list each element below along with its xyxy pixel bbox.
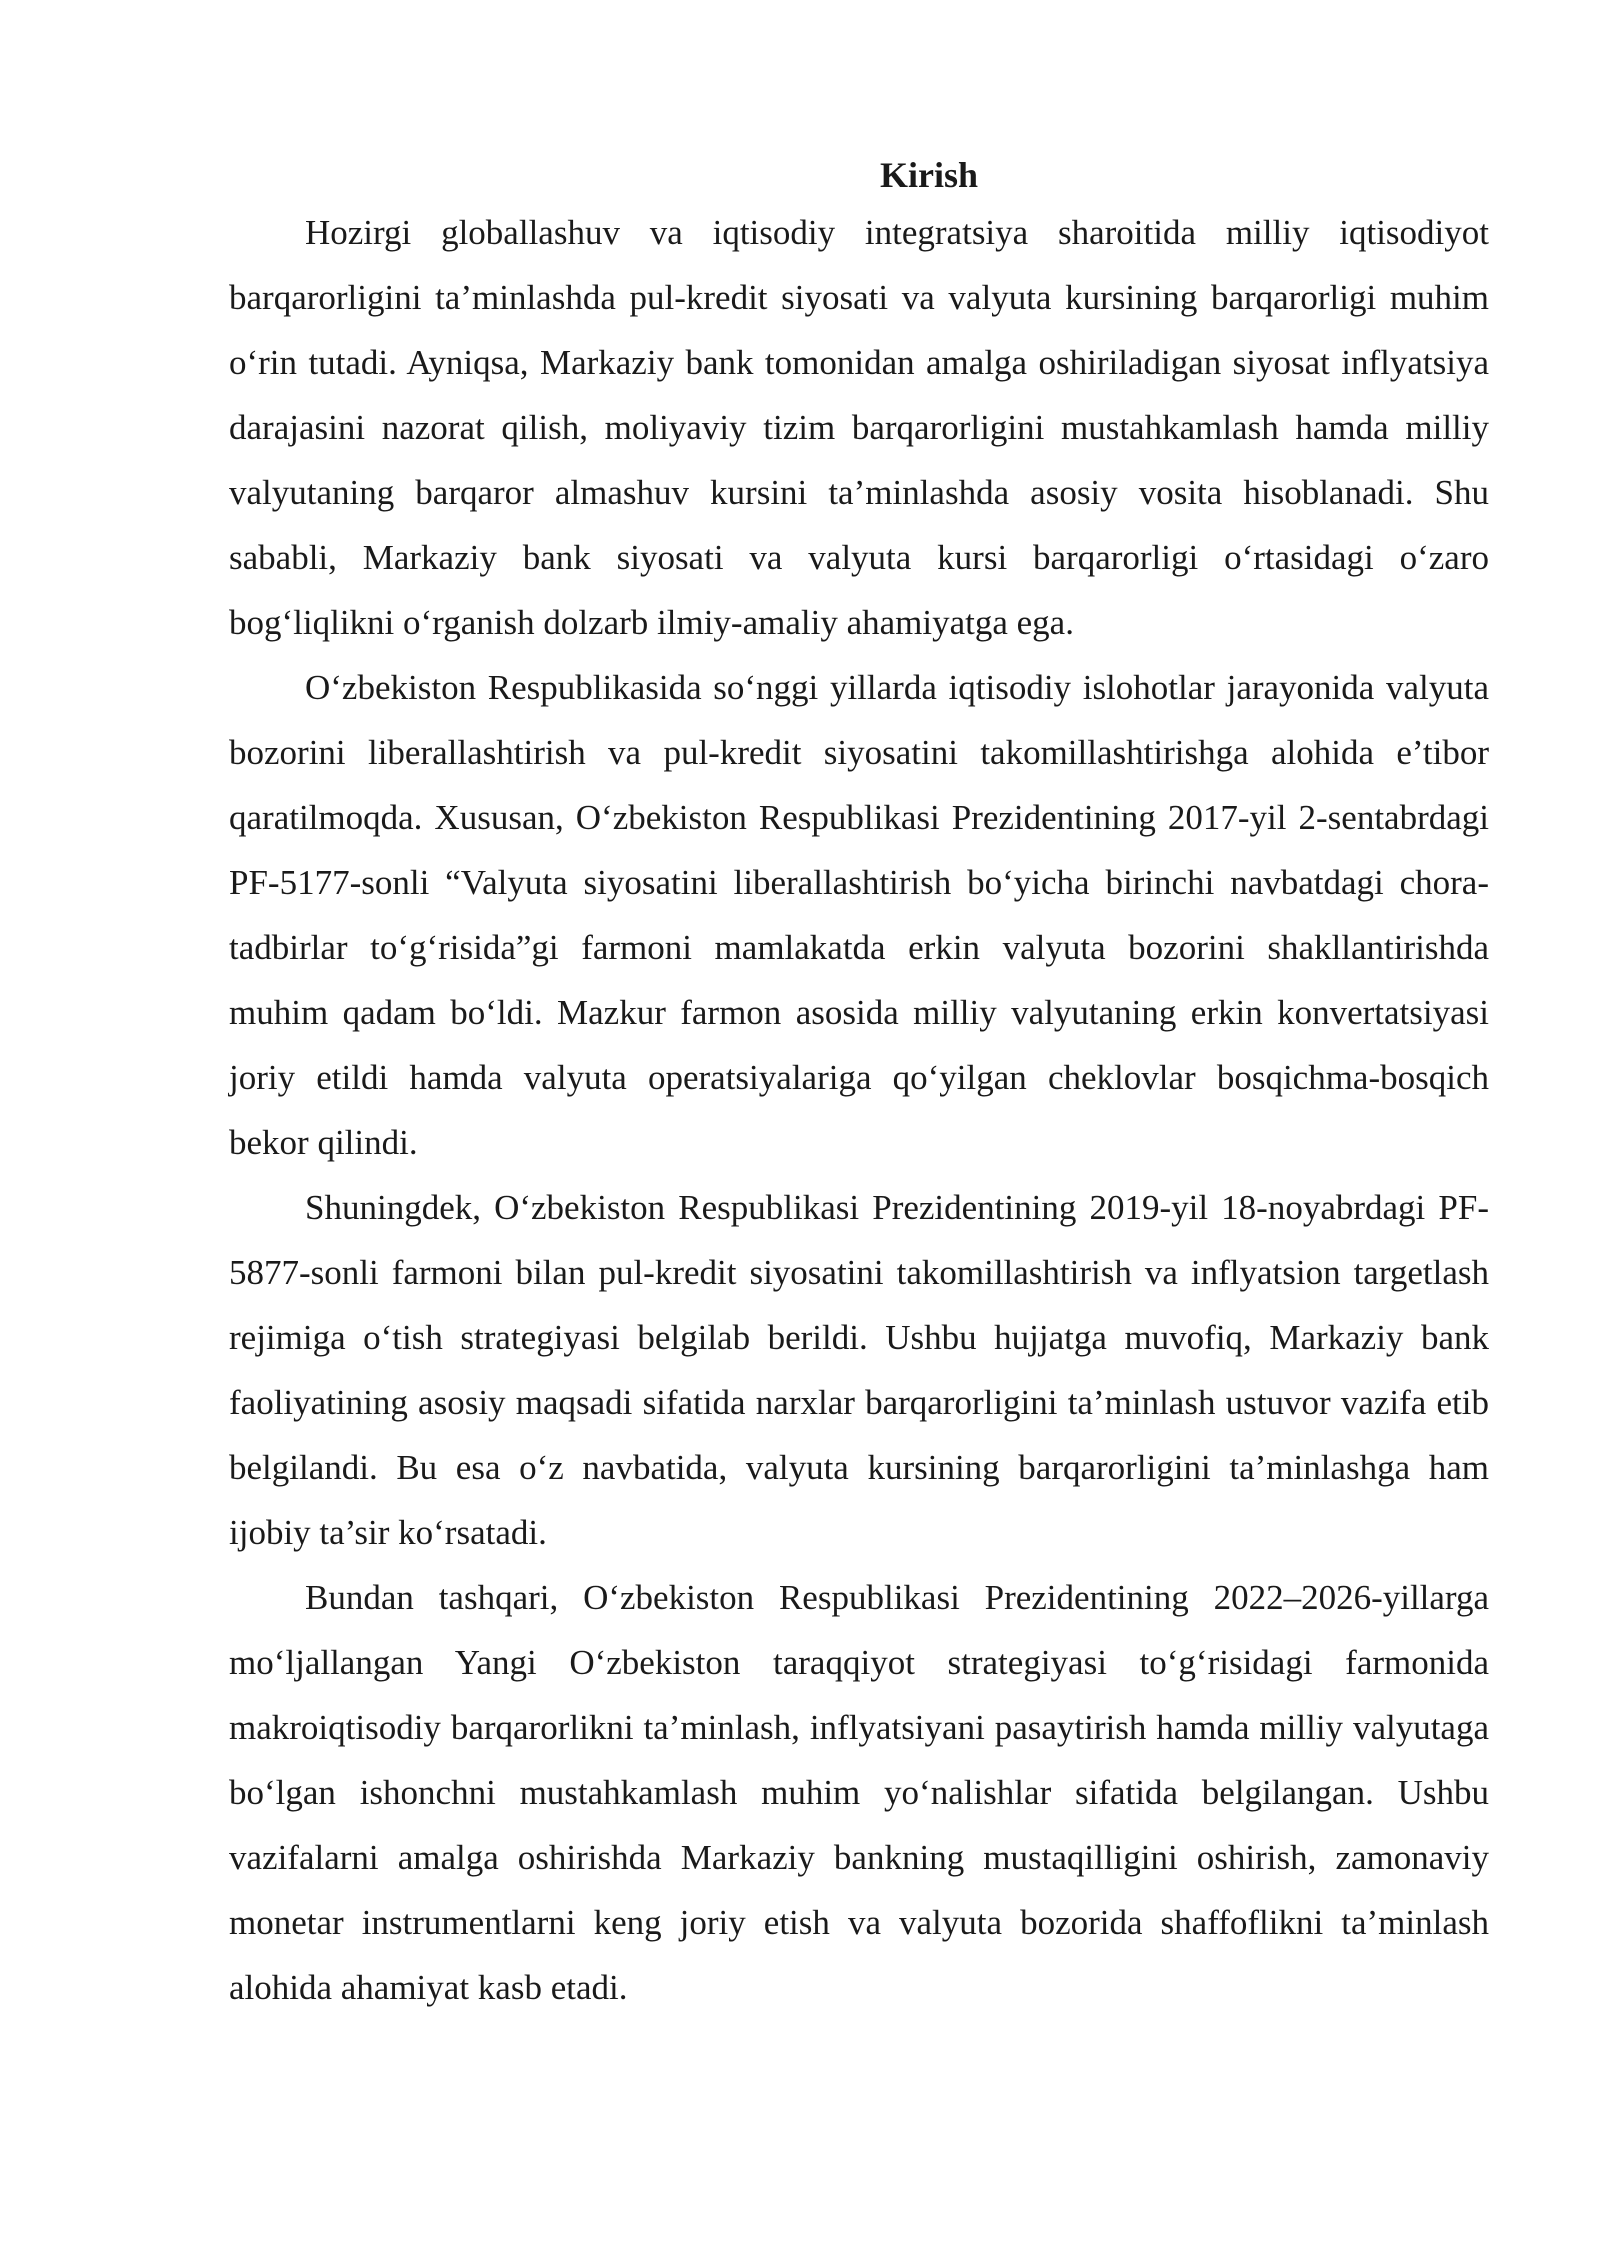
paragraph-2: O‘zbekiston Respublikasida so‘nggi yillarda iqtisodiy islohotlar jarayonida valyuta bozorini liberallashtirish va pul-kredit siyosatini takomillashtirishga alohida e’tibor qaratilmoqda. Xususan, O‘zbekiston Respublikasi Prezidentining 2017-yil 2-sentabrdagi PF-5177-sonli “Valyuta siyosatini liberallashtirish bo‘yicha birinchi navbatdagi chora-tadbirlar to‘g‘risida”gi farmoni mamlakatda erkin valyuta bozorini shakllantirishda muhim qadam bo‘ldi. Mazkur farmon asosida milliy valyutaning erkin konvertatsiyasi joriy etildi hamda valyuta operatsiyalariga qo‘yilgan cheklovlar bosqichma-bosqich bekor qilindi.	[229, 668, 1489, 1162]
paragraph-1: Hozirgi globallashuv va iqtisodiy integratsiya sharoitida milliy iqtisodiyot barqarorligini ta’minlashda pul-kredit siyosati va valyuta kursining barqarorligi muhim o‘rin tutadi. Ayniqsa, Markaziy bank tomonidan amalga oshiriladigan siyosat inflyatsiya darajasini nazorat qilish, moliyaviy tizim barqarorligini mustahkamlash hamda milliy valyutaning barqaror almashuv kursini ta’minlashda asosiy vosita hisoblanadi. Shu sababli, Markaziy bank siyosati va valyuta kursi barqarorligi o‘rtasidagi o‘zaro bog‘liqlikni o‘rganish dolzarb ilmiy-amaliy ahamiyatga ega.	[229, 213, 1489, 642]
document-body	[229, 150, 1489, 2020]
paragraph-3: Shuningdek, O‘zbekiston Respublikasi Prezidentining 2019-yil 18-noyabrdagi PF-5877-sonli farmoni bilan pul-kredit siyosatini takomillashtirish va inflyatsion targetlash rejimiga o‘tish strategiyasi belgilab berildi. Ushbu hujjatga muvofiq, Markaziy bank faoliyatining asosiy maqsadi sifatida narxlar barqarorligini ta’minlash ustuvor vazifa etib belgilandi. Bu esa o‘z navbatida, valyuta kursining barqarorligini ta’minlashga ham ijobiy ta’sir ko‘rsatadi.	[229, 1188, 1489, 1552]
paragraph-4: Bundan tashqari, O‘zbekiston Respublikasi Prezidentining 2022–2026-yillarga mo‘ljallangan Yangi O‘zbekiston taraqqiyot strategiyasi to‘g‘risidagi farmonida makroiqtisodiy barqarorlikni ta’minlash, inflyatsiyani pasaytirish hamda milliy valyutaga bo‘lgan ishonchni mustahkamlash muhim yo‘nalishlar sifatida belgilangan. Ushbu vazifalarni amalga oshirishda Markaziy bankning mustaqilligini oshirish, zamonaviy monetar instrumentlarni keng joriy etish va valyuta bozorida shaffoflikni ta’minlash alohida ahamiyat kasb etadi.	[229, 1578, 1489, 2007]
section-title: Kirish	[879, 155, 978, 195]
